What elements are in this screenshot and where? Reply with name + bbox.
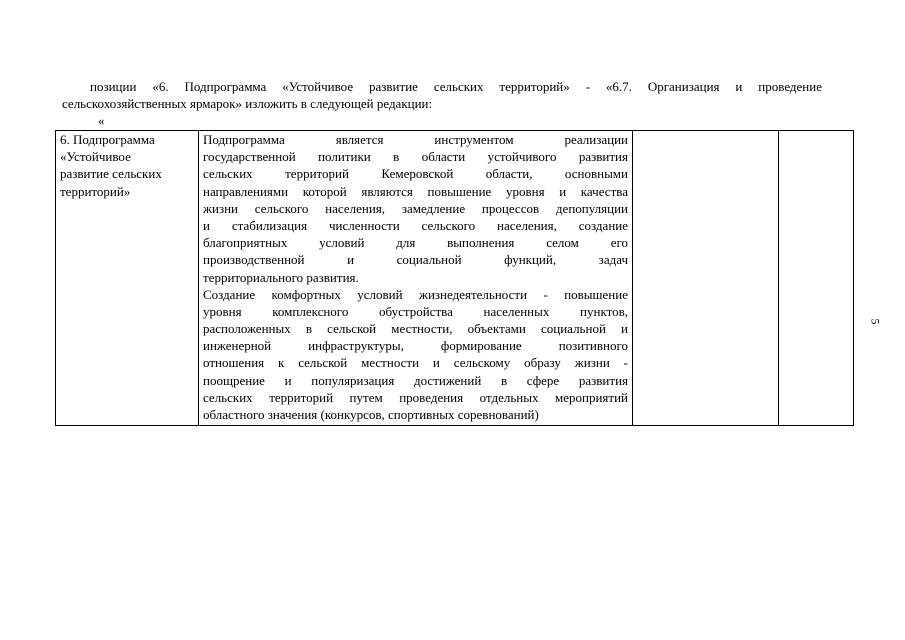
subprogram-name-line: 6. Подпрограмма — [60, 132, 155, 147]
description-line: уровня комплексного обустройства населенных пунктов, — [203, 303, 628, 319]
description-line: инженерной инфраструктуры, формирование позитивного — [203, 338, 628, 354]
program-table — [55, 130, 854, 426]
intro-line-1: позиции «6. Подпрограмма «Устойчивое развитие сельских территорий» - «6.7. Организация и проведение — [90, 79, 822, 94]
description-line: поощрение и популяризация достижений в сфере развития — [203, 372, 628, 388]
description-line: Подпрограмма является инструментом реализации — [203, 132, 628, 147]
description-line: направлениями которой являются повышение уровня и качества — [203, 183, 628, 199]
description-line: областного значения (конкурсов, спортивных соревнований) — [203, 407, 539, 422]
description-line: сельских территорий путем проведения отдельных мероприятий — [203, 389, 628, 405]
empty-cell — [633, 131, 779, 426]
description-line: жизни сельского населения, замедление процессов депопуляции — [203, 200, 628, 216]
description-line: сельских территорий Кемеровской области, основными — [203, 166, 628, 182]
description-line: Создание комфортных условий жизнедеятельности - повышение — [203, 286, 628, 302]
intro-line-2: сельскохозяйственных ярмарок» изложить в следующей редакции: — [62, 96, 433, 111]
description-line: территориального развития. — [203, 269, 359, 285]
subprogram-name-line: «Устойчивое — [60, 149, 131, 165]
subprogram-name-line: территорий» — [60, 183, 131, 199]
description-line: производственной и социальной функций, задач — [203, 252, 628, 268]
description-line: отношения к сельской местности и сельскому образу жизни - — [203, 355, 628, 371]
description-line: государственной политики в области устойчивого развития — [203, 149, 628, 165]
table-row — [56, 131, 854, 426]
description-line: и стабилизация численности сельского населения, создание — [203, 217, 628, 233]
page-number: 5 — [868, 318, 883, 325]
subprogram-name-cell — [56, 131, 199, 426]
description-line: расположенных в сельской местности, объектами социальной и — [203, 321, 628, 337]
empty-cell — [779, 131, 854, 426]
subprogram-name-line: развитие сельских — [60, 166, 162, 182]
open-quote: « — [98, 113, 105, 128]
description-line: благоприятных условий для выполнения селом его — [203, 235, 628, 251]
subprogram-description-cell — [199, 131, 633, 426]
